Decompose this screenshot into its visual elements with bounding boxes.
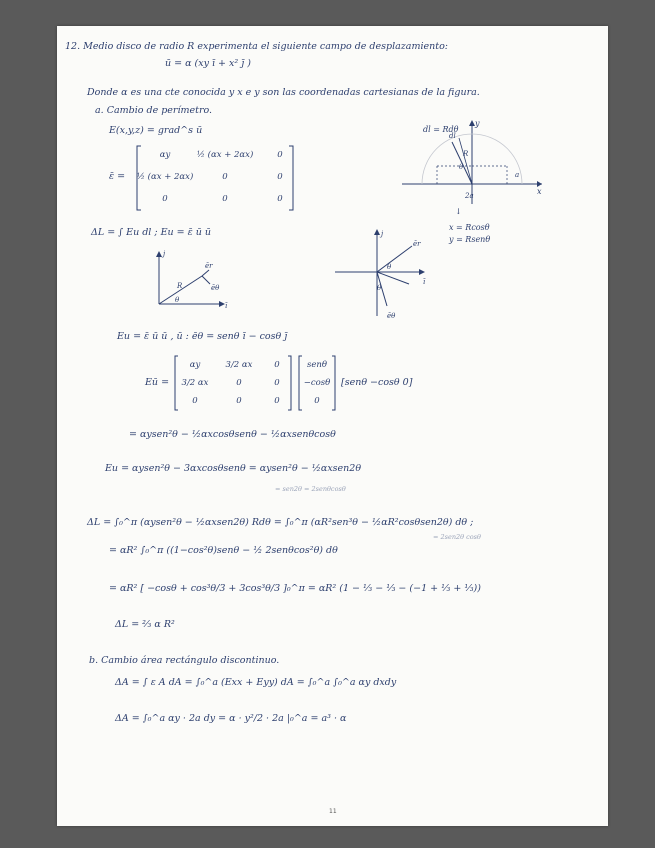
matrix-cell: 0	[222, 172, 228, 182]
product-prefix: Eū =	[145, 377, 170, 388]
strain-matrix-2	[173, 354, 293, 412]
matrix-cell: αy	[189, 360, 201, 370]
matrix-cell: αy	[159, 150, 171, 160]
matrix-cell: 0	[236, 378, 242, 388]
area-result: ΔA = ∫₀^a αy · 2a dy = α · y²/2 · 2a |₀^a = a³ · α	[115, 713, 347, 724]
etheta-label: ēθ	[387, 312, 396, 320]
matrix-cell: 0	[222, 194, 228, 204]
two-a-label: 2a	[465, 192, 474, 200]
section-b-heading: b. Cambio área rectángulo discontinuo.	[89, 655, 280, 666]
matrix-cell: 3/2 αx	[225, 360, 253, 370]
expansion-line: = αysen²θ − ½αxcosθsenθ − ½αxsenθcosθ	[129, 429, 336, 440]
theta-label: θ	[175, 296, 180, 304]
section-a-heading: a. Cambio de perímetro.	[95, 105, 213, 116]
vector-cell: 0	[314, 396, 320, 406]
unit-vector-definition: Eu = ε̄ ū ū , ū : ēθ = senθ ī − cosθ j̄	[117, 331, 288, 342]
matrix-cell: 0	[277, 172, 283, 182]
radius-label: R	[463, 150, 469, 158]
y-axis-label: y	[475, 119, 480, 128]
identity-note: = sen2θ = 2senθcosθ	[275, 485, 346, 493]
cross-vector-figure	[327, 224, 437, 324]
half-disk-figure	[397, 114, 547, 209]
theta-label-2: θ	[377, 284, 382, 292]
matrix-cell: 0	[274, 396, 280, 406]
matrix-cell: ½ (αx + 2αx)	[136, 172, 194, 182]
theta-label-1: θ	[387, 263, 392, 271]
er-label: ēr	[205, 262, 213, 270]
document-page	[57, 26, 608, 826]
y-parametric: y = Rsenθ	[449, 235, 491, 244]
dl-label: dl	[449, 132, 456, 140]
i-label: ī	[423, 278, 426, 286]
etheta-label: ēθ	[211, 284, 220, 292]
j-label: j	[381, 230, 384, 238]
problem-statement: 12. Medio disco de radio R experimenta el siguiente campo de desplazamiento:	[65, 41, 448, 52]
integral-evaluation: = αR² [ −cosθ + cos³θ/3 + 3cos³θ/3 ]₀^π = αR² (1 − ⅓ − ⅓ − (−1 + ⅓ + ⅓))	[109, 583, 481, 594]
er-label: ēr	[413, 240, 421, 248]
length-result: ΔL = ⅔ α R²	[115, 619, 175, 630]
down-arrow-icon: ↓	[455, 207, 462, 216]
page-number: 11	[329, 808, 337, 815]
r-label: R	[177, 282, 183, 290]
eu-simplified: Eu = αysen²θ − 3αxcosθsenθ = αysen²θ − ½αxsen2θ	[105, 463, 362, 474]
matrix-cell: 0	[274, 360, 280, 370]
identity-note-2: = 2sen2θ cosθ	[433, 533, 481, 541]
unit-vector-figure	[147, 246, 237, 311]
i-label: ī	[225, 302, 228, 310]
vector-cell: senθ	[307, 360, 327, 370]
arc-length-note: dl = Rdθ	[423, 125, 459, 134]
vector-cell: −cosθ	[303, 378, 331, 388]
displacement-field-equation: ū = α (xy ī + x² j̄ )	[165, 58, 251, 69]
x-parametric: x = Rcosθ	[449, 223, 490, 232]
j-label: j	[163, 250, 166, 258]
x-axis-label: x	[537, 187, 542, 196]
theta-label: θ	[459, 163, 464, 171]
matrix-cell: 0	[277, 194, 283, 204]
matrix-cell: 0	[162, 194, 168, 204]
length-integral: ΔL = ∫₀^π (αysen²θ − ½αxsen2θ) Rdθ = ∫₀^π (αR²sen³θ − ½αR²cosθsen2θ) dθ ;	[87, 517, 474, 528]
a-label: a	[515, 171, 520, 179]
matrix-cell: 0	[192, 396, 198, 406]
problem-description: Donde α es una cte conocida y x e y son las coordenadas cartesianas de la figura.	[87, 87, 480, 98]
row-vector: [senθ −cosθ 0]	[341, 377, 413, 388]
matrix-cell: 0	[236, 396, 242, 406]
integral-step-2: = αR² ∫₀^π ((1−cos²θ)senθ − ½ 2senθcos²θ) dθ	[109, 545, 338, 556]
column-vector	[297, 354, 337, 412]
strain-matrix-prefix: ε̄ =	[109, 171, 126, 182]
matrix-cell: 3/2 αx	[181, 378, 209, 388]
strain-definition: E(x,y,z) = grad^s ū	[109, 125, 203, 136]
strain-matrix	[135, 144, 295, 212]
matrix-cell: ½ (αx + 2αx)	[196, 150, 254, 160]
matrix-cell: 0	[274, 378, 280, 388]
matrix-cell: 0	[277, 150, 283, 160]
area-integral: ΔA = ∫ ε A dA = ∫₀^a (Exx + Eyy) dA = ∫₀^a ∫₀^a αy dxdy	[115, 677, 397, 688]
length-change-definition: ΔL = ∫ Eu dl ; Eu = ε̄ ū ū	[91, 227, 211, 238]
